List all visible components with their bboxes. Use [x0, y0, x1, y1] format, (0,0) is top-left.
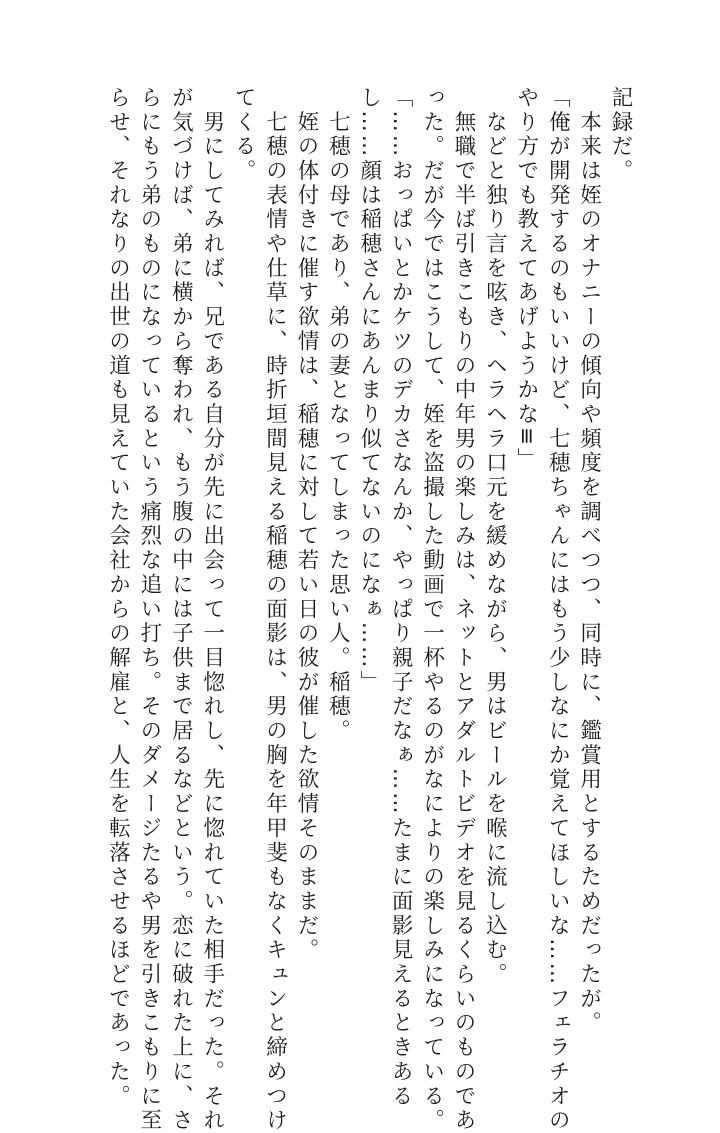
vertical-text-body	[102, 86, 636, 1133]
text-line-14: 男にしてみれば、兄である自分が先に出会って一目惚れし、先に惚れていた相手だった。それ	[199, 86, 225, 1133]
text-line-16: らにもう弟のものになっているという痛烈な追い打ち。そのダメージたるや男を引きこもりに至	[136, 86, 162, 1133]
text-line-4: やり方でも教えてあげようかな≡」	[513, 86, 539, 473]
text-line-7: った。だが今ではこうして、姪を盗撮した動画で一杯やるのがなによりの楽しみになっている。	[419, 86, 445, 1133]
text-line-3: 「俺が開発するのもいいけど、七穂ちゃんにはもう少しなにか覚えてほしいな……フェラチオの	[545, 86, 571, 1133]
text-line-6: 無職で半ば引きこもりの中年男の楽しみは、ネットとアダルトビデオを見るくらいのものであ	[450, 86, 476, 1133]
text-line-5: などと独り言を呟き、ヘラヘラ口元を緩めながら、男はビールを喉に流し込む。	[482, 86, 508, 987]
text-line-8: 「……おっぱいとかケツのデカさなんか、やっぱり親子だなぁ……たまに面影見えるときある	[388, 86, 414, 1109]
text-line-10: 七穂の母であり、弟の妻となってしまった思い人。稲穂。	[325, 86, 351, 744]
text-line-12: 七穂の表情や仕草に、時折垣間見える稲穂の面影は、男の胸を年甲斐もなくキュンと締めつけ	[262, 86, 288, 1133]
text-line-17: らせ、それなりの出世の道も見えていた会社からの解雇と、人生を転落させるほどであった。	[105, 86, 131, 1109]
text-line-13: てくる。	[231, 86, 257, 184]
text-line-9: し……顔は稲穂さんにあんまり似てないのになぁ……」	[356, 86, 382, 695]
text-line-15: が気づけば、弟に横から奪われ、もう腹の中には子供まで居るなどという。恋に破れた上に、さ	[168, 86, 194, 1133]
text-line-1: 記録だ。	[608, 86, 633, 184]
text-line-2: 本来は姪のオナニーの傾向や頻度を調べつつ、同時に、鑑賞用とするためだったが。	[576, 86, 602, 1036]
text-line-11: 姪の体付きに催す欲情は、稲穂に対して若い日の彼が催した欲情そのままだ。	[293, 86, 319, 963]
